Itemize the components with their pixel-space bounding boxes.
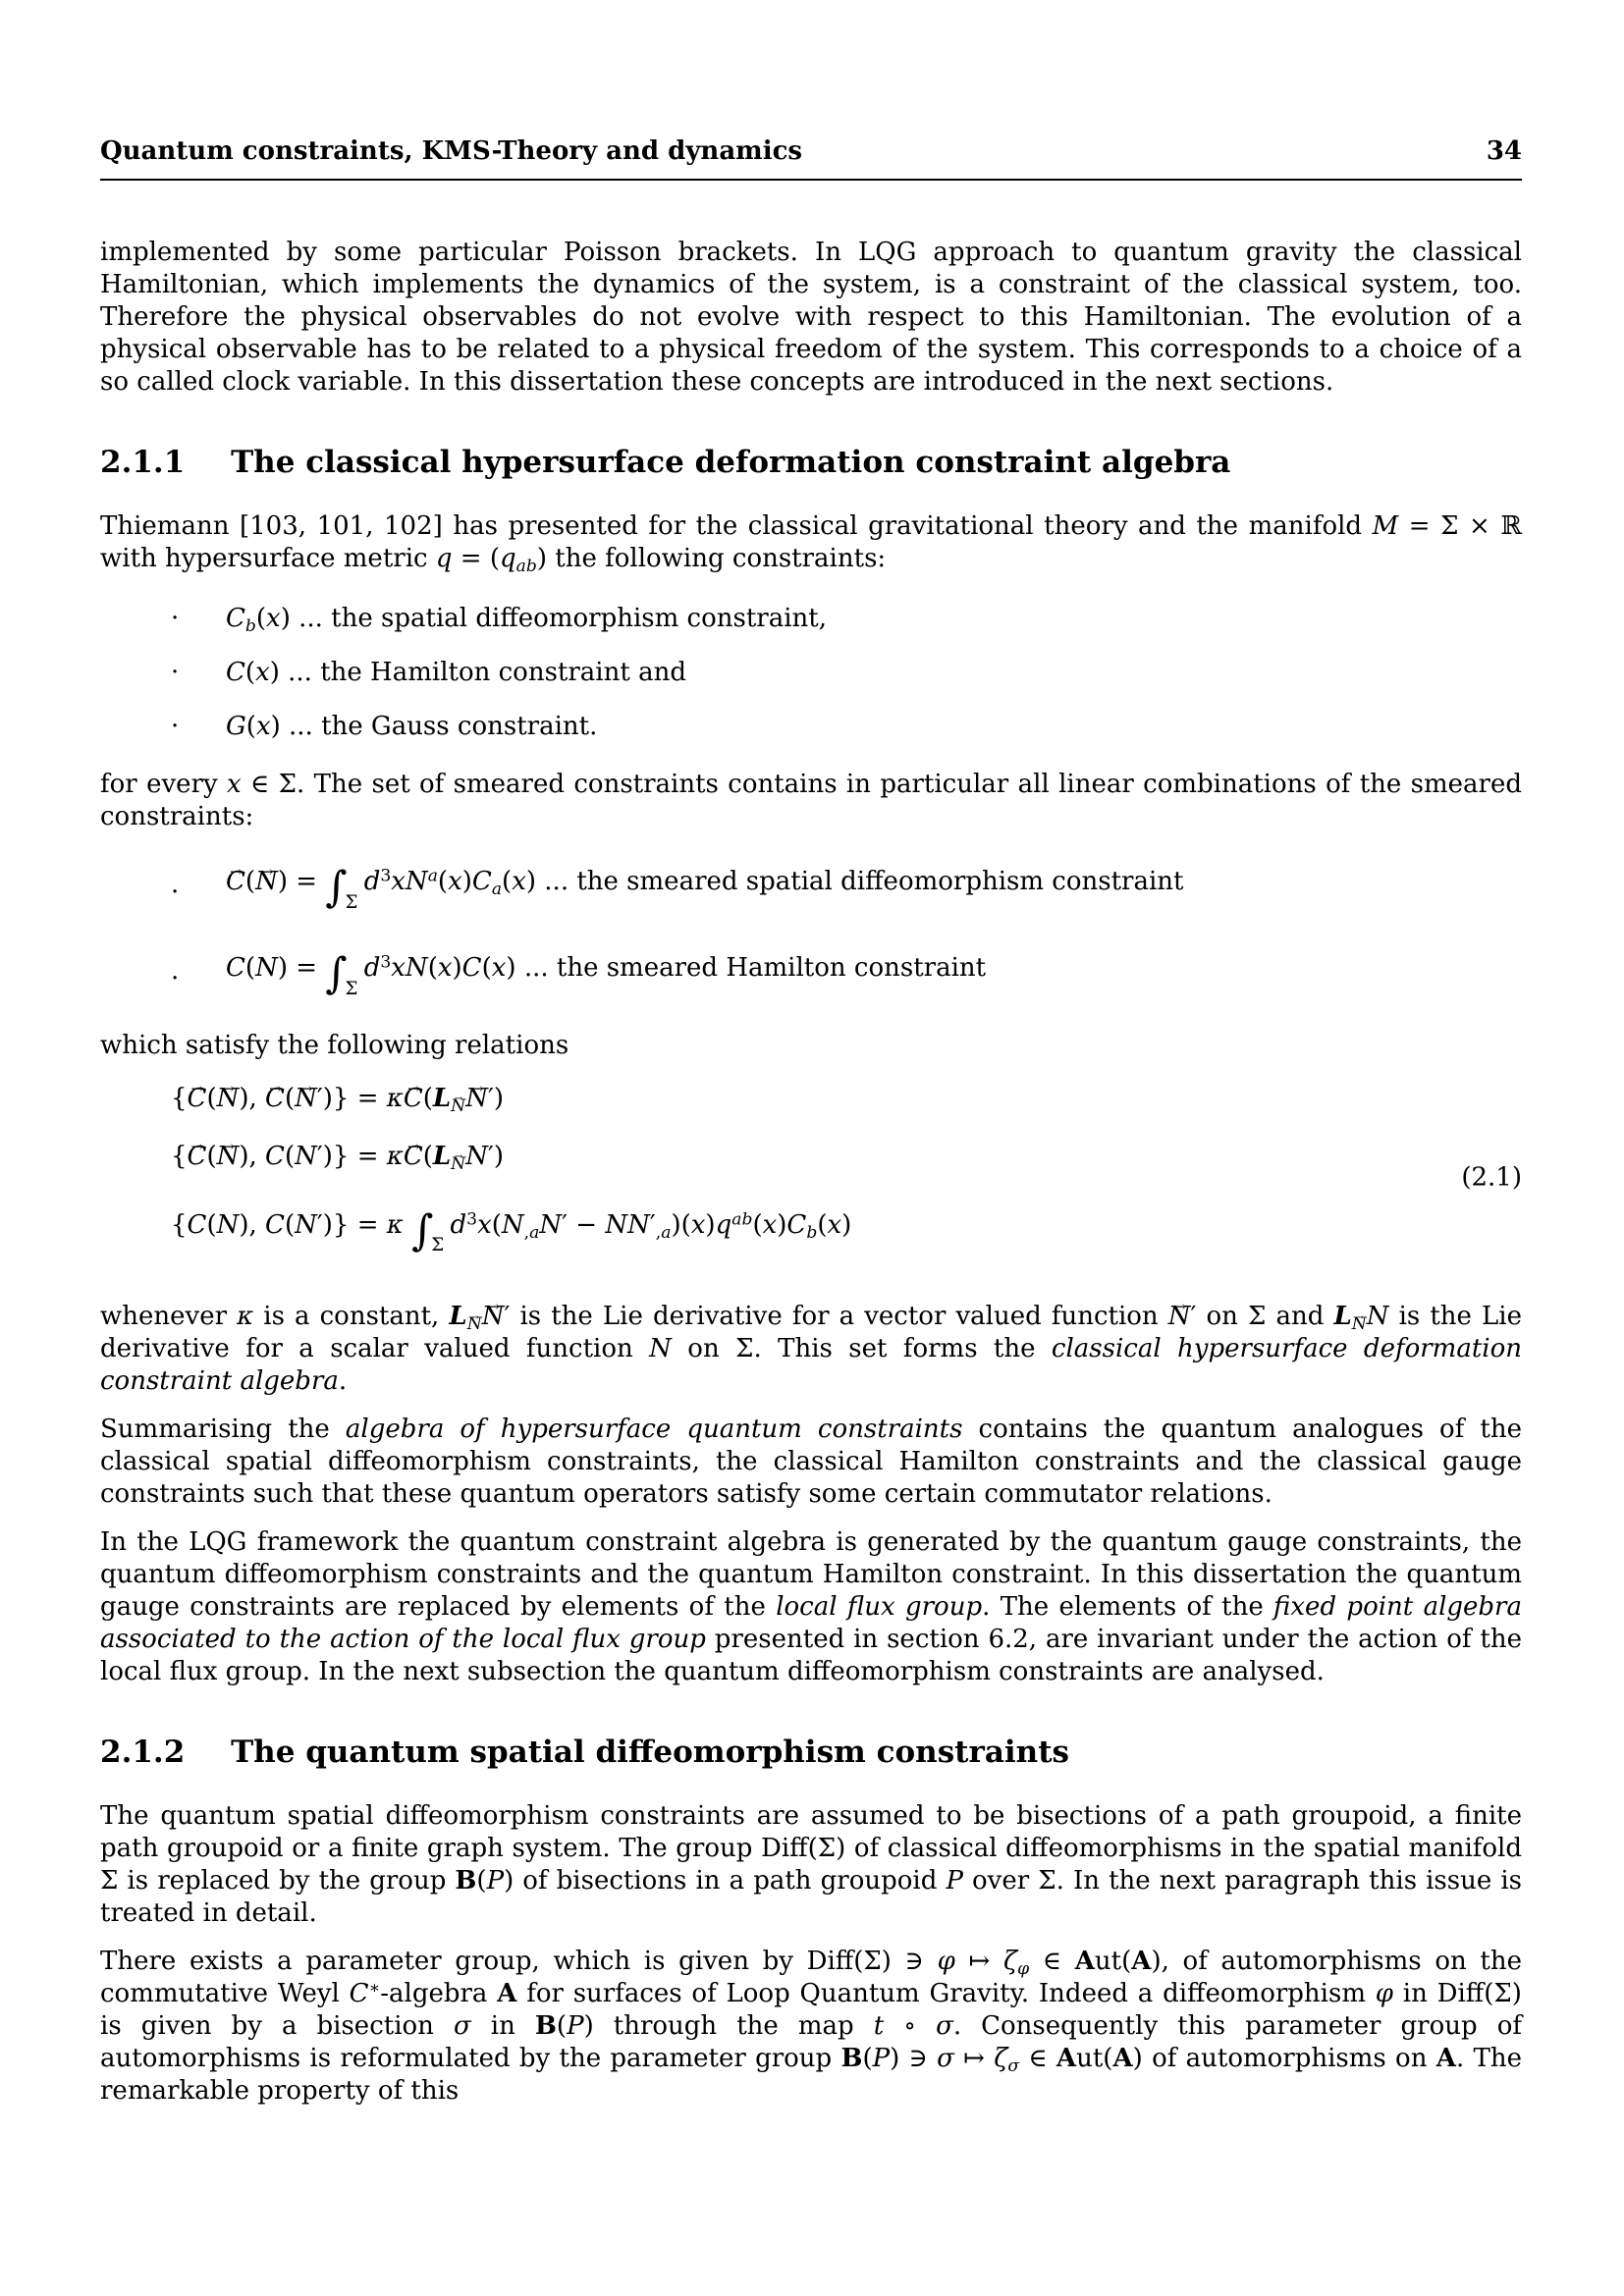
constraint-item [171, 657, 1522, 689]
equation-line: {C(N), C(N′)} = κ $\int_\Sigma d^3x(N_{,a}N' - NN'_{,a})(x)q^{ab}(x)C_b(x)$ [171, 1206, 852, 1256]
smeared-constraint-item [171, 849, 1522, 935]
section-heading-2-1-1 [100, 444, 1522, 481]
constraint-item [171, 711, 1522, 743]
bullet-marker: · [171, 963, 180, 993]
bullet-marker: · [171, 658, 180, 687]
constraint-list [100, 603, 1522, 743]
section-heading-2-1-2 [100, 1734, 1522, 1771]
header-rule [100, 179, 1522, 181]
thiemann-paragraph: Thiemann [103, 101, 102] has presented for the classical gravitational theory and the manifold M = Σ × ℝ with hypersurface metric $q = (q_{ab})$ the following constraints: [100, 511, 1523, 577]
smeared-constraint-list [100, 849, 1522, 1022]
running-head-title: Quantum constraints, KMS-Theory and dynamics [100, 136, 803, 166]
section-number: 2.1.1 [100, 445, 186, 480]
lqg-paragraph: In the LQG framework the quantum constraint algebra is generated by the quantum gauge constraints, the quantum diffeomorphism constraints and the quantum Hamilton constraint. In this dissertation the quantum gauge constraints are replaced by elements of the local flux group. The elements of the fixed point algebra associated to the action of the local flux group presented in section 6.2, are invariant under the action of the local flux group. In the next subsection the quantum diffeomorphism constraints are analysed. [100, 1527, 1522, 1687]
constraint-text: $C_b(x)$ ... the spatial diffeomorphism constraint, [226, 604, 827, 637]
constraint-text: G(x) ... the Gauss constraint. [226, 712, 598, 741]
smeared-intro-paragraph: for every x ∈ Σ. The set of smeared constraints contains in particular all linear combinations of the smeared constraints: [100, 770, 1522, 831]
section-title: The classical hypersurface deformation constraint algebra [231, 445, 1231, 480]
section-number: 2.1.2 [100, 1735, 186, 1771]
bullet-marker: · [171, 877, 180, 907]
smeared-constraint-text: C →(N →) = $\int_\Sigma d^3xN^a(x)C_a(x)$ ... the smeared spatial diffeomorphism constraint [226, 866, 1522, 918]
equation-line: {C →(N →), $C(N')\} = \kappa C \to(L_NN')$ [171, 1136, 1522, 1177]
parameter-group-paragraph: There exists a parameter group, which is given by Diff(Σ) ∋ φ ↦ $\zeta_\varphi$ ∈ Aut(A), of automorphisms on the commutative Weyl C∗-algebra A for surfaces of Loop Quantum Gravity. Indeed a diffeomorphism φ in Diff(Σ) is given by a bisection σ in B(P) through the map t ∘ σ. Consequently this parameter group of automorphisms is reformulated by the parameter group B(P) ∋ σ ↦ $\zeta_\sigma$ ∈ Aut(A) of automorphisms on A. The remarkable property of this [100, 1947, 1522, 2107]
summarising-paragraph: Summarising the algebra of hypersurface quantum constraints contains the quantum analogues of the classical spatial diffeomorphism constraints, the classical Hamilton constraints and the classical gauge constraints such that these quantum operators satisfy some certain commutator relations. [100, 1415, 1522, 1510]
smeared-constraint-item [171, 935, 1522, 1022]
running-head [100, 135, 1522, 168]
bullet-marker: · [171, 712, 180, 741]
bullet-marker: · [171, 604, 180, 633]
constraint-text: C(x) ... the Hamilton constraint and [226, 658, 686, 687]
intro-paragraph: implemented by some particular Poisson brackets. In LQG approach to quantum gravity the classical Hamiltonian, which implements the dynamics of the system, is a constraint of the classical system, too. Therefore the physical observables do not evolve with respect to this Hamiltonian. The evolution of a physical observable has to be related to a physical freedom of the system. This corresponds to a choice of a so called clock variable. In this dissertation these concepts are introduced in the next sections. [100, 238, 1522, 397]
equation-2-1 [100, 1078, 1522, 1277]
equation-number: (2.1) [1461, 1162, 1522, 1193]
section-title: The quantum spatial diffeomorphism constraints [231, 1735, 1069, 1771]
kappa-paragraph: whenever κ is a constant, $L_NN$ →′ is the Lie derivative for a vector valued function N →′ on Σ and $L_NN$ is the Lie derivative for a scalar valued function N on Σ. This set forms the classical hypersurface deformation constraint algebra. [100, 1301, 1522, 1398]
equation-line: {C →(N →), C →(N →′)} = $\kappa C \to(L_NN$ →′) [171, 1078, 1522, 1119]
smeared-constraint-text: $C(N) = \int_\Sigma d^3xN(x)C(x)$ ... the smeared Hamilton constraint [226, 949, 987, 999]
constraint-item [171, 603, 1522, 635]
page-number: 34 [1486, 136, 1522, 166]
relations-paragraph: which satisfy the following relations [100, 1031, 569, 1060]
bisections-paragraph: The quantum spatial diffeomorphism constraints are assumed to be bisections of a path groupoid, a finite path groupoid or a finite graph system. The group Diff(Σ) of classical diffeomorphisms in the spatial manifold Σ is replaced by the group B(P) of bisections in a path groupoid P over Σ. In the next paragraph this issue is treated in detail. [100, 1801, 1522, 1929]
